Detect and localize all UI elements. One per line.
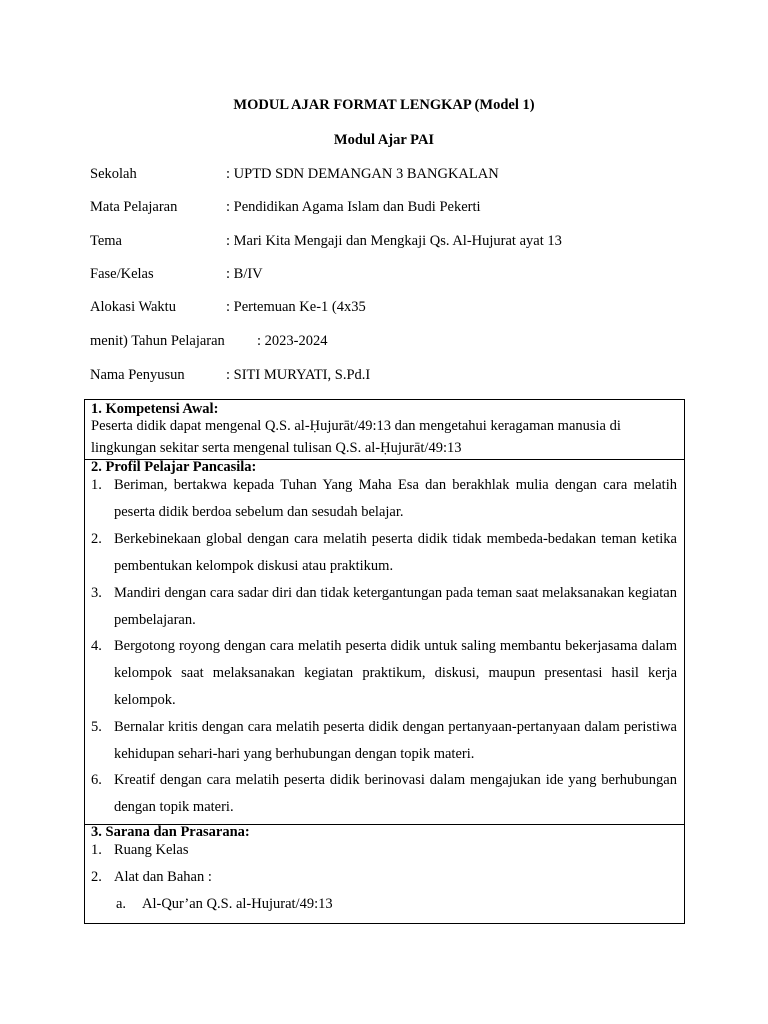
tema-label: Tema [90, 233, 122, 249]
document-title: MODUL AJAR FORMAT LENGKAP (Model 1) [233, 97, 535, 113]
kompetensi-awal-heading: 1. Kompetensi Awal: [91, 401, 219, 417]
profil-item-number: 6. [91, 772, 102, 788]
document-subtitle: Modul Ajar PAI [333, 132, 435, 148]
profil-pelajar-section [85, 459, 684, 825]
kompetensi-awal-section [85, 400, 684, 460]
kompetensi-awal-line-2: lingkungan sekitar serta mengenal tulisan Q.S. al-Ḥujurāt/49:13 [91, 440, 462, 456]
profil-item-text: Kreatif dengan cara melatih peserta didik berinovasi dalam mengajukan ide yang berhubungan dengan topik materi. [114, 772, 677, 815]
profil-item-text: Berkebinekaan global dengan cara melatih peserta didik tidak membeda-bedakan teman ketika pembentukan kelompok diskusi atau praktikum. [114, 531, 677, 574]
profil-item-number: 1. [91, 477, 102, 493]
profil-item-number: 2. [91, 531, 102, 547]
sarana-subitem-text: Al-Qur’an Q.S. al-Hujurat/49:13 [142, 896, 333, 912]
alokasi-label: Alokasi Waktu [90, 299, 176, 315]
sarana-item-number: 2. [91, 869, 102, 885]
mapel-label: Mata Pelajaran [90, 199, 178, 215]
profil-pelajar-heading: 2. Profil Pelajar Pancasila: [91, 459, 257, 475]
sarana-prasarana-heading: 3. Sarana dan Prasarana: [91, 824, 250, 840]
penyusun-value: : SITI MURYATI, S.Pd.I [226, 367, 371, 383]
kompetensi-awal-line-1: Peserta didik dapat mengenal Q.S. al-Ḥujurāt/49:13 dan mengetahui keragaman manusia di [91, 418, 621, 434]
sarana-item-text: Ruang Kelas [114, 842, 189, 858]
profil-item-text: Bernalar kritis dengan cara melatih peserta didik dengan pertanyaan-pertanyaan dalam peristiwa kehidupan sehari-hari yang berhubungan dengan topik materi. [114, 719, 677, 762]
alokasi-value: : Pertemuan Ke-1 (4x35 [226, 299, 366, 315]
sekolah-value: : UPTD SDN DEMANGAN 3 BANGKALAN [226, 166, 499, 182]
profil-item-text: Bergotong royong dengan cara melatih peserta didik untuk saling membantu bekerjasama dalam kelompok saat melaksanakan kegiatan praktikum, diskusi, maupun presentasi hasil kerja kelompok. [114, 638, 677, 708]
profil-item-number: 3. [91, 585, 102, 601]
profil-item-text: Beriman, bertakwa kepada Tuhan Yang Maha Esa dan berakhlak mulia dengan cara melatih peserta didik berdoa sebelum dan sesudah belajar. [114, 477, 677, 520]
fase-label: Fase/Kelas [90, 266, 154, 282]
tahun-label: menit) Tahun Pelajaran [90, 333, 225, 349]
sarana-prasarana-section [85, 824, 684, 925]
sarana-item-text: Alat dan Bahan : [114, 869, 212, 885]
penyusun-label: Nama Penyusun [90, 367, 185, 383]
profil-item-number: 4. [91, 638, 102, 654]
tema-value: : Mari Kita Mengaji dan Mengkaji Qs. Al-Hujurat ayat 13 [226, 233, 562, 249]
profil-item-number: 5. [91, 719, 102, 735]
fase-value: : B/IV [226, 266, 263, 282]
module-table [84, 399, 685, 924]
profil-item-text: Mandiri dengan cara sadar diri dan tidak ketergantungan pada teman saat melaksanakan kegiatan pembelajaran. [114, 585, 677, 628]
sekolah-label: Sekolah [90, 166, 137, 182]
sarana-subitem-letter: a. [116, 896, 127, 912]
sarana-item-number: 1. [91, 842, 102, 858]
mapel-value: : Pendidikan Agama Islam dan Budi Pekerti [226, 199, 481, 215]
tahun-value: : 2023-2024 [257, 333, 328, 349]
